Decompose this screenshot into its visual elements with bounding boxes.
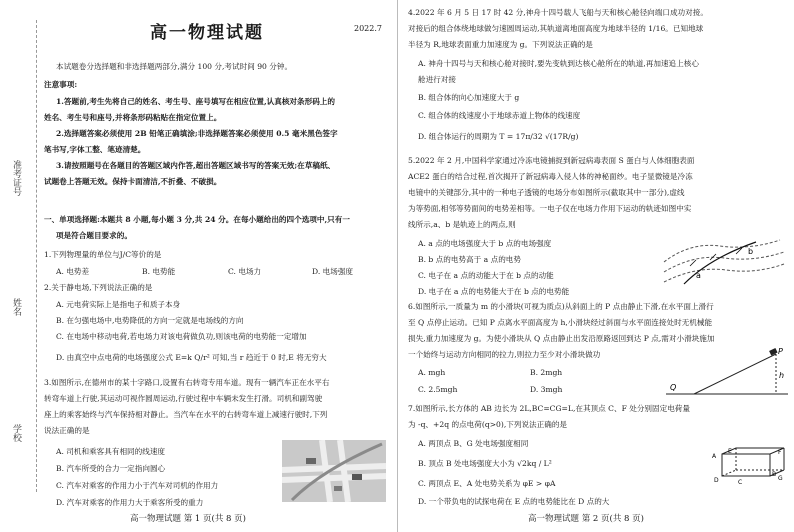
q5-stem-line: 线所示,a、b 是轨迹上的两点,则 bbox=[408, 220, 516, 229]
q5-option-b: B. b 点的电势高于 a 点的电势 bbox=[418, 255, 521, 264]
label-f: F bbox=[778, 449, 782, 456]
q4-option-a: A. 神舟十四号与天和核心舱对接时,要先变轨到达核心舱所在的轨道,再加速追上核心 bbox=[418, 59, 699, 68]
notice-line: 试题卷上答题无效。保持卡面清洁,不折叠、不破损。 bbox=[44, 177, 222, 186]
q6-stem-line: 6.如图所示,一质量为 m 的小滑块(可视为质点)从斜面上的 P 点由静止下滑,在水平面上滑行 bbox=[408, 302, 714, 311]
q4-stem-line: 半径为 R,地球表面重力加速度为 g。下列说法正确的是 bbox=[408, 40, 593, 49]
q6-option-d: D. 3mgh bbox=[530, 385, 563, 394]
q5-stem-line: 5.2022 年 2 月,中国科学家通过冷冻电镜捕捉到新冠病毒表面 S 蛋白与人体细胞表面 bbox=[408, 156, 695, 165]
figure-incline bbox=[664, 346, 790, 400]
q6-option-c: C. 2.5mgh bbox=[418, 385, 458, 394]
q5-stem-line: 电镜中的关键部分,其中的一种电子透镜的电场分布如图所示(截取其中一部分),虚线 bbox=[408, 188, 685, 197]
q7-stem-line: 为 -q、+2q 的点电荷(q>0),下列说法正确的是 bbox=[408, 420, 568, 429]
q6-option-b: B. 2mgh bbox=[530, 368, 563, 377]
page2-footer: 高一物理试题 第 2 页(共 8 页) bbox=[528, 514, 644, 524]
q4-option-d: D. 组合体运行的周期为 T = 17π/32 √(17R/g) bbox=[418, 132, 579, 141]
label-b: B bbox=[772, 471, 777, 478]
figure-cuboid bbox=[708, 446, 788, 486]
label-a: A bbox=[712, 453, 717, 460]
q2-option-c: C. 在电场中移动电荷,若电场力对该电荷做负功,则该电荷的电势能一定增加 bbox=[56, 332, 307, 341]
section-title: 一、单项选择题:本题共 8 小题,每小题 3 分,共 24 分。在每小题给出的四个选项中,只有一 bbox=[44, 215, 350, 224]
figure-electron-lens bbox=[660, 232, 788, 290]
label-c: C bbox=[738, 479, 743, 486]
q2-option-b: B. 在匀强电场中,电势降低的方向一定就是电场线的方向 bbox=[56, 316, 244, 325]
q4-option-a-cont: 舱进行对接 bbox=[418, 75, 456, 84]
q5-option-d: D. 电子在 a 点的电势能大于在 b 点的电势能 bbox=[418, 287, 570, 296]
q4-option-c: C. 组合体的线速度小于地球赤道上物体的线速度 bbox=[418, 111, 581, 120]
exam-title: 高一物理试题 bbox=[150, 23, 264, 43]
q7-stem-line: 7.如图所示,长方体的 AB 边长为 2L,BC=CG=L,在其顶点 C、F 处分别固定电荷量 bbox=[408, 404, 690, 413]
label-d: D bbox=[714, 477, 719, 484]
notice-title: 注意事项: bbox=[44, 80, 78, 89]
q5-option-a: A. a 点的电场强度大于 b 点的电场强度 bbox=[418, 239, 552, 248]
q3-option-c: C. 汽车对乘客的作用力小于汽车对司机的作用力 bbox=[56, 481, 219, 490]
q1-option-a: A. 电势差 bbox=[56, 267, 90, 276]
q6-stem-line: 一个始终与运动方向相同的拉力,则拉力至少对小滑块做功 bbox=[408, 350, 601, 359]
q5-option-c: C. 电子在 a 点的动能大于在 b 点的动能 bbox=[418, 271, 554, 280]
q1-stem: 1.下列物理量的单位与J/C等价的是 bbox=[44, 250, 162, 259]
page-right bbox=[397, 0, 794, 532]
label-h: h bbox=[779, 371, 785, 380]
q5-stem-line: ACE2 蛋白的结合过程,首次揭开了新冠病毒入侵人体的神秘面纱。电子显微镜是冷冻 bbox=[408, 172, 693, 181]
q4-option-b: B. 组合体的向心加速度大于 g bbox=[418, 93, 520, 102]
q3-stem-line: 说法正确的是 bbox=[44, 426, 90, 435]
q1-option-d: D. 电场强度 bbox=[312, 267, 354, 276]
label-b: b bbox=[748, 247, 754, 256]
q6-stem-line: 损失,重力加速度为 g。为使小滑块从 Q 点由静止出发沿原路返回到达 P 点,需对小滑块施加 bbox=[408, 334, 715, 343]
notice-line: 姓名、考生号和座号,并将条形码粘贴在指定位置上。 bbox=[44, 113, 222, 122]
notice-line: 笔书写,字体工整、笔迹清楚。 bbox=[44, 145, 146, 154]
page1-footer: 高一物理试题 第 1 页(共 8 页) bbox=[130, 514, 246, 524]
label-a: a bbox=[696, 271, 701, 280]
q2-stem: 2.关于静电场,下列说法正确的是 bbox=[44, 283, 153, 292]
q7-option-b: B. 顶点 B 处电场强度大小为 √2kq / L² bbox=[418, 459, 552, 468]
q3-option-d: D. 汽车对乘客的作用力大于乘客所受的重力 bbox=[56, 498, 204, 507]
exam-date: 2022.7 bbox=[354, 24, 382, 33]
q2-option-d: D. 由真空中点电荷的电场强度公式 E=k Q/r² 可知,当 r 趋近于 0 时,E 将无穷大 bbox=[56, 353, 327, 362]
label-p: P bbox=[778, 347, 783, 356]
q7-option-c: C. 两顶点 E、A 处电势关系为 φE > φA bbox=[418, 479, 556, 488]
q3-option-a: A. 司机和乘客具有相同的线速度 bbox=[56, 447, 166, 456]
q6-stem-line: 至 Q 点停止运动。已知 P 点离水平面高度为 h,小滑块经过斜面与水平面连接处时无机械能 bbox=[408, 318, 713, 327]
q7-option-a: A. 两顶点 B、G 处电场强度相同 bbox=[418, 439, 529, 448]
q4-stem-line: 对接后的组合体绕地球做匀速圆周运动,其轨道离地面高度为地球半径的 1/16。已知地球 bbox=[408, 24, 704, 33]
q3-option-b: B. 汽车所受的合力一定指向圆心 bbox=[56, 464, 166, 473]
binding-line bbox=[36, 20, 37, 492]
intro-text: 本试题卷分选择题和非选择题两部分,满分 100 分,考试时间 90 分钟。 bbox=[56, 62, 293, 71]
label-q: Q bbox=[670, 383, 677, 392]
section-title-cont: 项是符合题目要求的。 bbox=[56, 231, 132, 240]
q5-stem-line: 为等势面,相邻等势面间的电势差相等。一电子仅在电场力作用下运动的轨迹如图中实 bbox=[408, 204, 692, 213]
q3-stem-line: 3.如图所示,在德州市的某十字路口,设置有右转弯专用车道。现有一辆汽车正在水平右 bbox=[44, 378, 330, 387]
q3-stem-line: 座上的乘客始终与汽车保持相对静止。当汽车在水平的右转弯车道上减速行驶时,下列 bbox=[44, 410, 328, 419]
intersection-photo bbox=[282, 440, 386, 502]
side-label-exam-number: 准考证号 bbox=[11, 160, 21, 196]
side-label-name: 姓名 bbox=[11, 298, 21, 316]
q7-option-d: D. 一个带负电的试探电荷在 E 点的电势能比在 D 点的大 bbox=[418, 497, 610, 506]
q1-option-c: C. 电场力 bbox=[228, 267, 262, 276]
q3-stem-line: 转弯车道上行驶,其运动可视作圆周运动,行驶过程中车辆未发生打滑。司机和副驾驶 bbox=[44, 394, 323, 403]
side-label-school: 学校 bbox=[11, 424, 21, 442]
label-e: E bbox=[728, 448, 732, 455]
q1-option-b: B. 电势能 bbox=[142, 267, 176, 276]
notice-line: 3.请按照题号在各题目的答题区域内作答,超出答题区域书写的答案无效;在草稿纸、 bbox=[56, 161, 336, 170]
notice-line: 1.答题前,考生先将自己的姓名、考生号、座号填写在相应位置,认真核对条形码上的 bbox=[56, 97, 335, 106]
q2-option-a: A. 元电荷实际上是指电子和质子本身 bbox=[56, 300, 181, 309]
q4-stem-line: 4.2022 年 6 月 5 日 17 时 42 分,神舟十四号载人飞船与天和核心舱径向端口成功对接。 bbox=[408, 8, 708, 17]
notice-line: 2.选择题答案必须使用 2B 铅笔正确填涂;非选择题答案必须使用 0.5 毫米黑色签字 bbox=[56, 129, 338, 138]
q6-option-a: A. mgh bbox=[418, 368, 446, 377]
label-g: G bbox=[778, 475, 783, 482]
